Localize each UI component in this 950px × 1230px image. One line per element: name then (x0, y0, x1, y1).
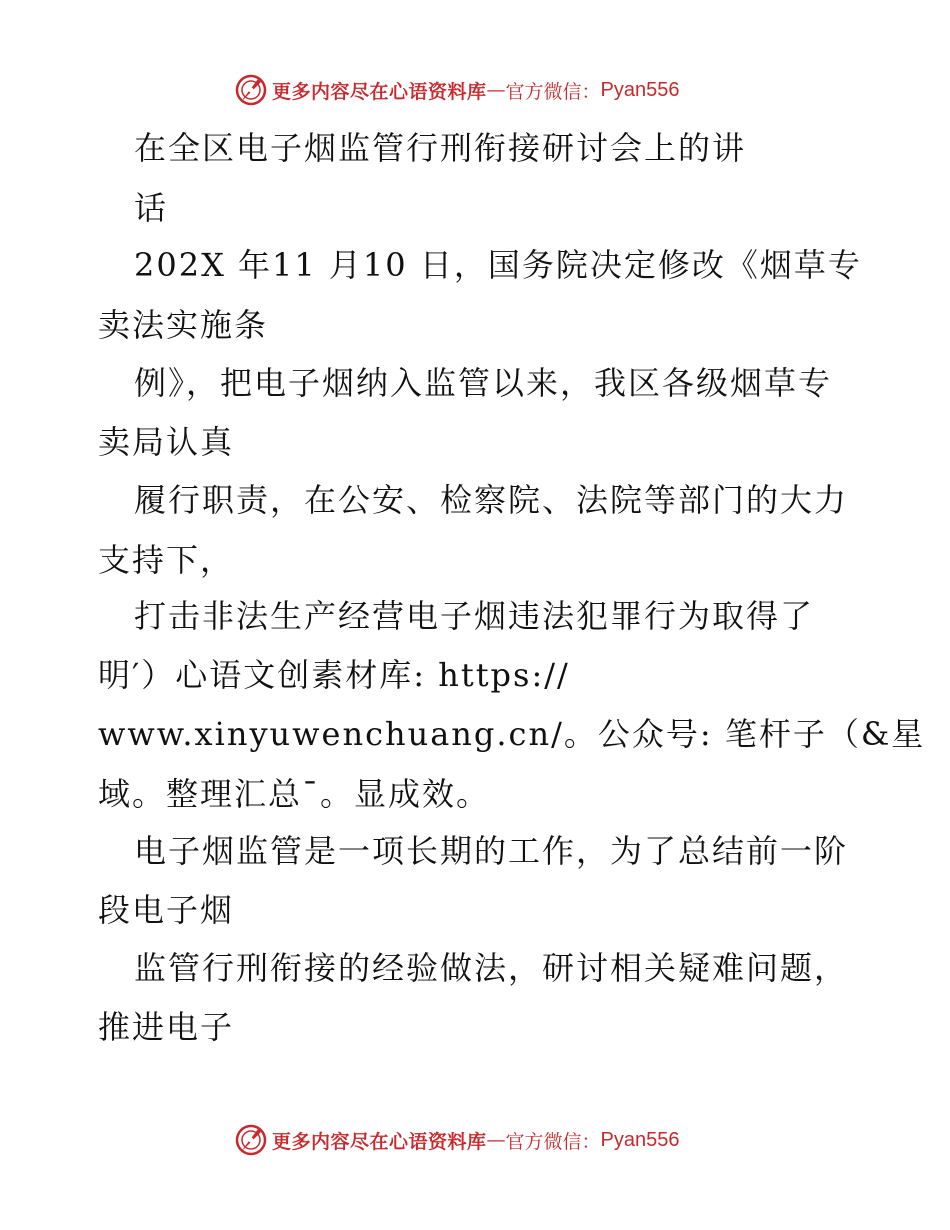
document-title: 在全区电子烟监管行刑衔接研讨会上的讲 (134, 129, 747, 167)
paragraph-line: 推进电子 (98, 1008, 235, 1046)
paragraph-line: 电子烟监管是一项长期的工作，为了总结前一阶 (134, 832, 849, 870)
paragraph-line: 支持下， (98, 541, 235, 579)
paragraph-line: 域。整理汇总¯。显成效。 (98, 775, 491, 813)
paragraph-line: 卖法实施条 (98, 306, 269, 344)
quill-logo-icon (234, 1123, 268, 1157)
banner-dash: — (486, 1129, 506, 1151)
banner-wechat-label: 官方微信： (505, 80, 601, 103)
paragraph-line: 监管行刑衔接的经验做法，研讨相关疑难问题， (134, 949, 849, 987)
footer-banner (234, 1123, 680, 1157)
paragraph-line: 卖局认真 (98, 423, 235, 461)
document-title-cont: 话 (134, 189, 169, 227)
paragraph-line: 打击非法生产经营电子烟违法犯罪行为取得了 (134, 597, 815, 635)
banner-dash: — (486, 79, 506, 101)
banner-brand: 更多内容尽在心语资料库 (272, 1130, 487, 1153)
paragraph-line: 段电子烟 (98, 891, 235, 929)
quill-logo-icon (234, 73, 268, 107)
paragraph-line: www.xinyuwenchuang.cn/。公众号: 笔杆子（&星 (98, 715, 926, 753)
banner-wechat-id: Pyan556 (600, 78, 680, 101)
paragraph-line: 例》，把电子烟纳入监管以来，我区各级烟草专 (134, 364, 833, 402)
banner-wechat-label: 官方微信： (505, 1130, 601, 1153)
banner-brand: 更多内容尽在心语资料库 (272, 80, 487, 103)
paragraph-line: 履行职责，在公安、检察院、法院等部门的大力 (134, 481, 849, 519)
paragraph-line: 202X 年11 月10 日，国务院决定修改《烟草专 (134, 246, 862, 284)
paragraph-line: 明′）心语文创素材库: https:// (98, 656, 570, 694)
banner-wechat-id: Pyan556 (600, 1128, 680, 1151)
header-banner (234, 73, 680, 107)
